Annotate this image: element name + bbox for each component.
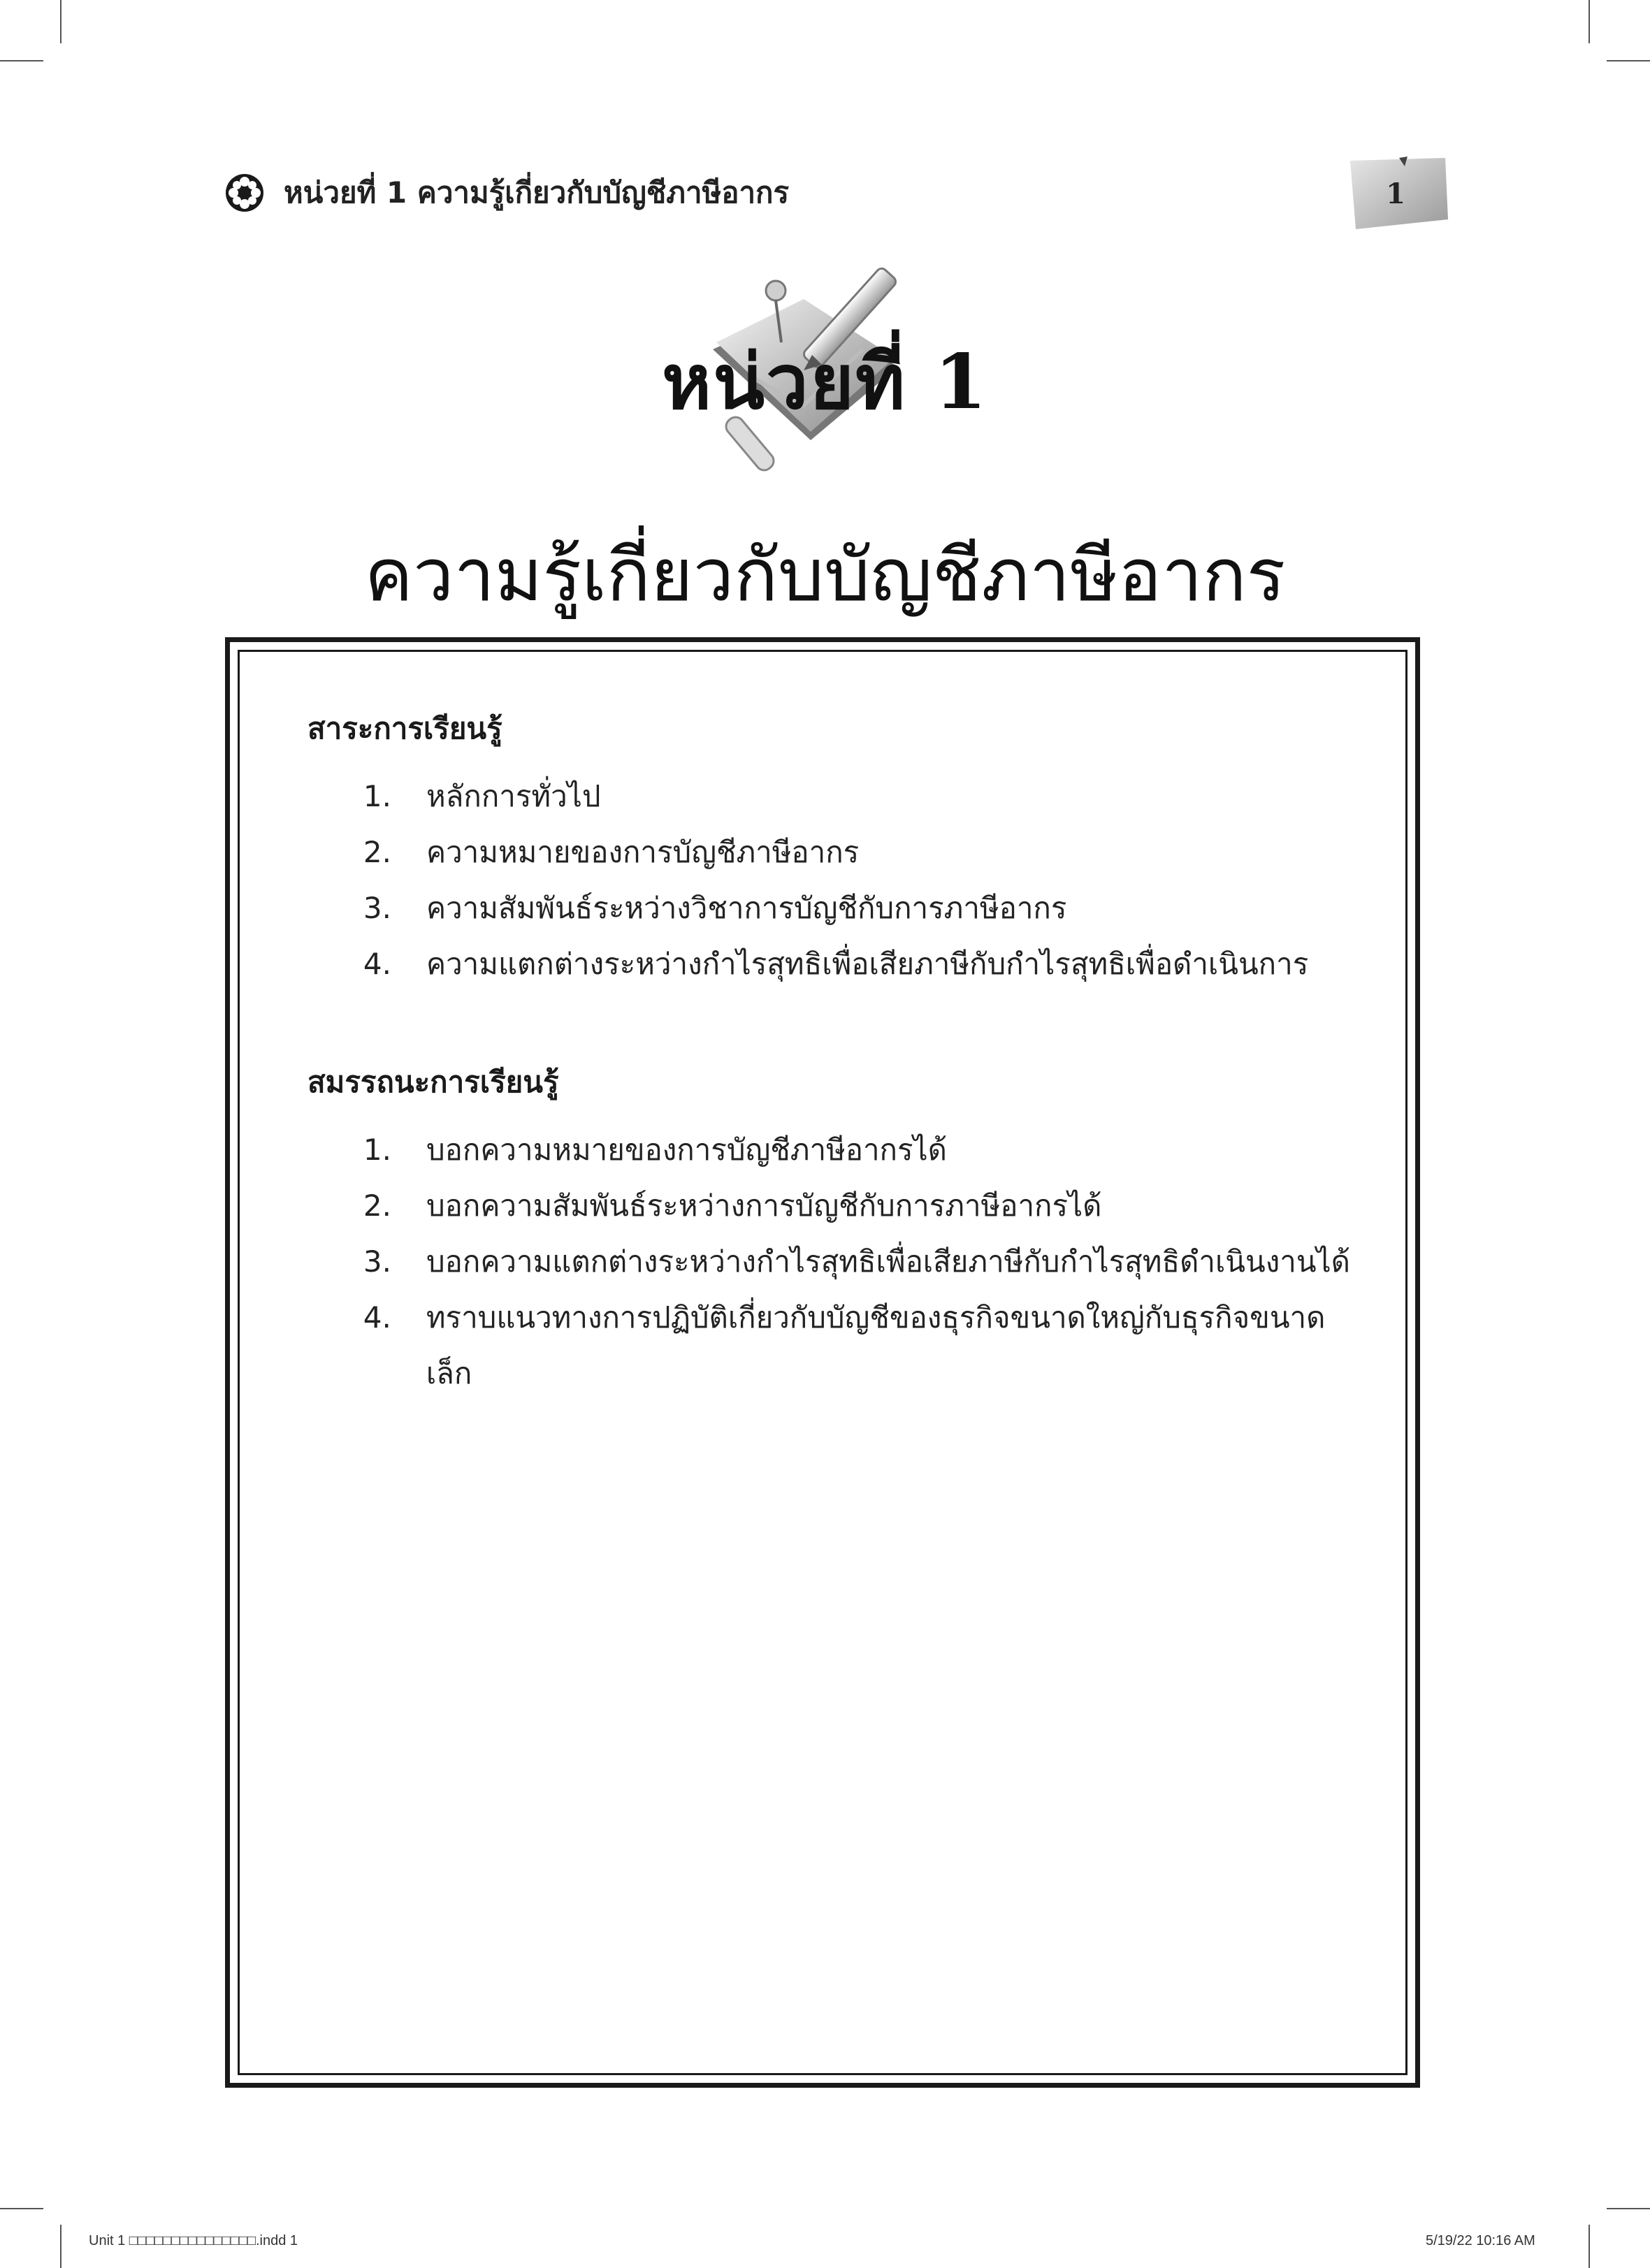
- item-text: หลักการทั่วไป: [426, 779, 601, 813]
- item-number: 3.: [363, 1244, 391, 1279]
- item-text: ความแตกต่างระหว่างกำไรสุทธิเพื่อเสียภาษีกับกำไรสุทธิเพื่อดำเนินการ: [426, 947, 1309, 981]
- list-item: [307, 1234, 1370, 1290]
- list-item: [307, 1178, 1370, 1234]
- crop-mark: [0, 60, 43, 61]
- item-number: 1.: [363, 779, 391, 813]
- running-header: [224, 168, 789, 218]
- item-text: ความหมายของการบัญชีภาษีอากร: [426, 835, 860, 869]
- crop-mark: [60, 0, 61, 43]
- item-number: 1.: [363, 1133, 391, 1167]
- crop-mark: [1589, 2225, 1590, 2268]
- learning-content: [307, 706, 1370, 1469]
- crop-mark: [1607, 60, 1650, 61]
- list-item: [307, 880, 1370, 936]
- item-number: 2.: [363, 835, 391, 869]
- list-item: [307, 769, 1370, 824]
- crop-mark: [60, 2225, 61, 2268]
- running-title: หน่วยที่ 1 ความรู้เกี่ยวกับบัญชีภาษีอากร: [284, 175, 790, 210]
- unit-label: หน่วยที่ 1: [662, 338, 988, 426]
- crop-mark: [1607, 2208, 1650, 2209]
- section-title: สาระการเรียนรู้: [307, 711, 502, 746]
- section-title: สมรรถนะการเรียนรู้: [307, 1065, 559, 1099]
- crop-mark: [0, 2208, 43, 2209]
- page-number-tab: [1343, 157, 1448, 231]
- item-text: บอกความแตกต่างระหว่างกำไรสุทธิเพื่อเสียภาษีกับกำไรสุทธิดำเนินงานได้: [426, 1244, 1350, 1279]
- item-text: ความสัมพันธ์ระหว่างวิชาการบัญชีกับการภาษีอากร: [426, 891, 1067, 925]
- item-number: 3.: [363, 891, 391, 925]
- file-info: Unit 1 □□□□□□□□□□□□□□□.indd 1: [89, 2233, 298, 2248]
- section-competencies: [307, 1059, 1370, 1402]
- gear-flower-icon: [224, 172, 266, 214]
- list-item: [307, 1290, 1370, 1402]
- item-text: บอกความหมายของการบัญชีภาษีอากรได้: [426, 1133, 947, 1167]
- item-number: 2.: [363, 1188, 391, 1223]
- print-timestamp: 5/19/22 10:16 AM: [1426, 2233, 1535, 2248]
- list-item: [307, 936, 1370, 992]
- crop-mark: [1589, 0, 1590, 43]
- list-item: [307, 1122, 1370, 1178]
- item-number: 4.: [363, 1300, 391, 1335]
- page-number: 1: [1386, 177, 1405, 210]
- item-text: ทราบแนวทางการปฏิบัติเกี่ยวกับบัญชีของธุรกิจขนาดใหญ่กับธุรกิจขนาดเล็ก: [426, 1300, 1326, 1390]
- section-learning-content: [307, 706, 1370, 992]
- unit-title: ความรู้เกี่ยวกับบัญชีภาษีอากร: [364, 532, 1286, 618]
- item-number: 4.: [363, 947, 391, 981]
- list-item: [307, 824, 1370, 880]
- item-text: บอกความสัมพันธ์ระหว่างการบัญชีกับการภาษีอากรได้: [426, 1188, 1102, 1223]
